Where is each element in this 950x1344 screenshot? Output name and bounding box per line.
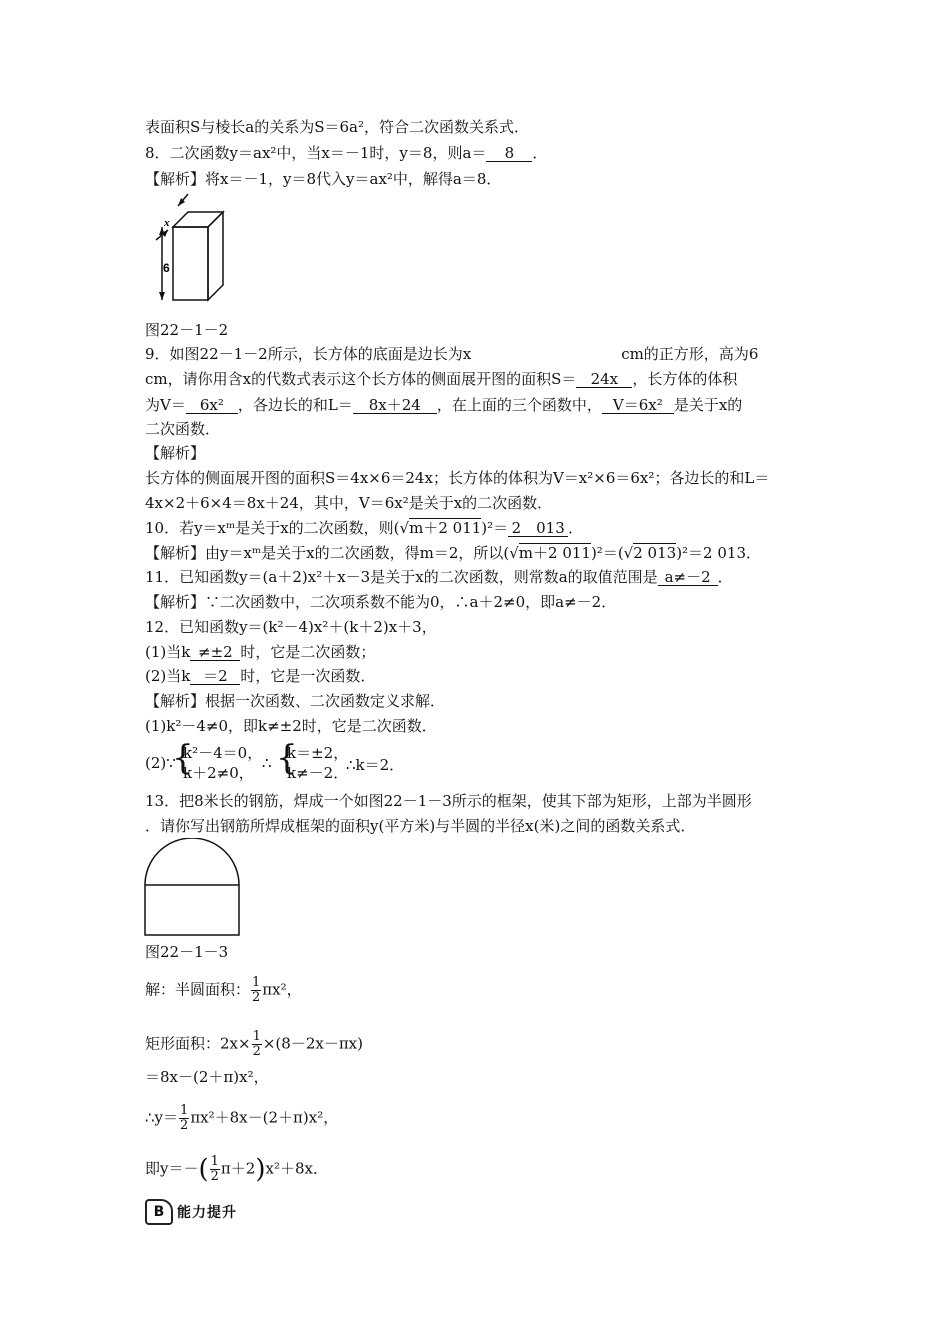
fig-label-6: 6 (163, 261, 170, 275)
therefore: ∴ (262, 754, 272, 772)
figure-22-1-3 (140, 838, 244, 938)
question-12: 12．已知函数y＝(k²－4)x²＋(k＋2)x＋3， (145, 618, 437, 636)
q9-solution-head: 【解析】 (145, 444, 206, 462)
solution-line-5: 即y＝－( $\frac{1}{2}$ π＋2)x²＋8x． (145, 1154, 328, 1185)
q8-solution: 【解析】将x＝－1，y＝8代入y＝ax²中，解得a＝8． (145, 170, 502, 188)
q10-solution: 【解析】由y＝xᵐ是关于x的二次函数，得m＝2，所以(√m＋2 011)²＝(√2 013)²＝2 013． (145, 544, 761, 562)
answer-blank: 6x² (186, 397, 238, 414)
q12-part1: (1)当k ≠±2 时，它是二次函数； (145, 643, 376, 661)
solution-line-1: 解：半圆面积： $\frac{1}{2}$ πx²， (145, 975, 302, 1005)
badge-letter: B (145, 1199, 173, 1225)
answer-blank: 8x＋24 (353, 397, 437, 414)
q12-solution: 【解析】根据一次函数、二次函数定义求解． (145, 692, 446, 710)
q12-part2: (2)当k ＝2 时，它是一次函数． (145, 667, 376, 685)
answer-blank: ＝2 (190, 668, 240, 685)
answer-blank: 24x (576, 371, 632, 388)
text-line: 表面积S与棱长a的关系为S＝6a²，符合二次函数关系式． (145, 118, 529, 136)
solution-line-2: 矩形面积：2x× $\frac{1}{2}$ ×(8－2x－πx) (145, 1029, 363, 1059)
system-2-row-1: k＝±2， (287, 744, 349, 762)
brace-1: { (172, 738, 194, 778)
solution-line-4: ∴y＝ $\frac{1}{2}$ πx²＋8x－(2＋π)x²， (145, 1103, 339, 1133)
figure-22-1-2 (140, 192, 230, 307)
q9-line2: cm，请你用含x的代数式表示这个长方体的侧面展开图的面积S＝ 24x ，长方体的体积 (145, 370, 738, 388)
question-13: 13．把8米长的钢筋，焊成一个如图22－1－3所示的框架，使其下部为矩形，上部为半圆形 (145, 792, 752, 810)
q9-line4: 二次函数． (145, 420, 221, 438)
question-11: 11．已知函数y＝(a＋2)x²＋x－3是关于x的二次函数，则常数a的取值范围是 a≠－2 ． (145, 568, 733, 586)
section-badge (145, 1199, 237, 1225)
q9-solution-1: 长方体的侧面展开图的面积S＝4x×6＝24x；长方体的体积为V＝x²×6＝6x²；各边长的和L＝ (145, 469, 770, 487)
badge-text: 能力提升 (177, 1205, 237, 1221)
answer-blank: ≠±2 (190, 644, 240, 661)
answer-blank: V＝6x² (602, 397, 674, 414)
system-2-row-2: k≠－2． (287, 764, 349, 782)
q12-solution-1: (1)k²－4≠0，即k≠±2时，它是二次函数． (145, 717, 437, 735)
figure-caption: 图22－1－2 (145, 321, 229, 339)
solution-line-3: ＝8x－(2＋π)x²， (145, 1068, 269, 1086)
system-result: ∴k＝2． (346, 756, 405, 774)
answer-blank: 2 013 (508, 520, 568, 537)
q9-solution-2: 4x×2＋6×4＝8x＋24，其中，V＝6x²是关于x的二次函数． (145, 494, 553, 512)
question-13-cont: ．请你写出钢筋所焊成框架的面积y(平方米)与半圆的半径x(米)之间的函数关系式． (145, 817, 696, 835)
question-10: 10．若y＝xᵐ是关于x的二次函数，则(√m＋2 011)²＝ 2 013 ． (145, 519, 584, 537)
q11-solution: 【解析】∵二次函数中，二次项系数不能为0，∴a＋2≠0，即a≠－2． (145, 593, 617, 611)
question-8: 8．二次函数y＝ax²中，当x＝－1时，y＝8，则a＝ 8 ． (145, 144, 548, 162)
system-1-row-2: k＋2≠0， (183, 764, 254, 782)
figure-caption: 图22－1－3 (145, 943, 229, 961)
brace-2: { (276, 738, 298, 778)
answer-blank: 8 (486, 145, 532, 162)
system-1-row-1: k²－4＝0， (183, 744, 263, 762)
q9-line3: 为V＝ 6x² ，各边长的和L＝ 8x＋24 ，在上面的三个函数中， V＝6x² 是关于x的 (145, 396, 743, 414)
fig-label-x: x (164, 217, 170, 229)
question-9: 9．如图22－1－2所示，长方体的底面是边长为x cm的正方形，高为6 (145, 345, 759, 363)
answer-blank: a≠－2 (658, 569, 718, 586)
q12-solution-2-prefix: (2)∵ (145, 754, 176, 772)
